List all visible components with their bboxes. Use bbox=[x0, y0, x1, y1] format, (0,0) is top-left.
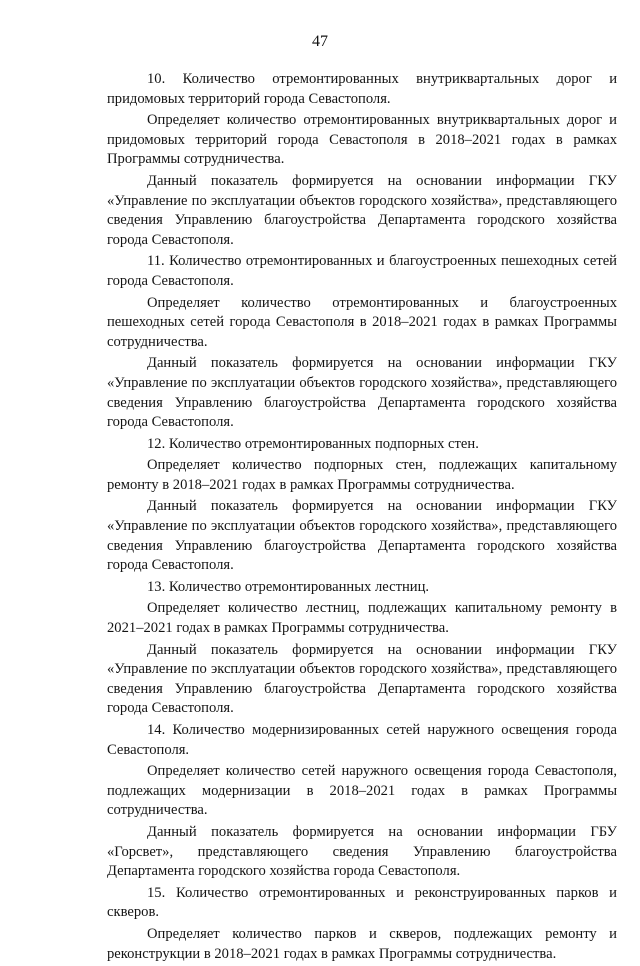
indicator-13-title: 13. Количество отремонтированных лестниц. bbox=[147, 578, 430, 595]
indicator-11-definition: Определяет количество отремонтированных и благоустроенных пешеходных сетей города Севастополя в 2018–2021 годах в рамках Программы сотрудничества. bbox=[107, 294, 617, 350]
indicator-12-title: 12. Количество отремонтированных подпорных стен. bbox=[147, 435, 479, 452]
indicator-14-title: 14. Количество модернизированных сетей наружного освещения города Севастополя. bbox=[107, 722, 617, 758]
indicator-13-definition: Определяет количество лестниц, подлежащих капитальному ремонту в 2021–2021 годах в рамках Программы сотрудничества. bbox=[107, 600, 617, 637]
indicator-15-definition: Определяет количество парков и скверов, подлежащих ремонту и реконструкции в 2018–2021 годах в рамках Программы сотрудничества. bbox=[107, 925, 617, 962]
indicator-10-title: 10. Количество отремонтированных внутриквартальных дорог и придомовых территорий города Севастополя. bbox=[107, 71, 617, 107]
indicator-12-source: Данный показатель формируется на основании информации ГКУ «Управление по эксплуатации объектов городского хозяйства», представляющего сведения Управлению благоустройства Департамента городского хозяйства города Севастополя. bbox=[107, 498, 617, 574]
indicator-10-source: Данный показатель формируется на основании информации ГКУ «Управление по эксплуатации объектов городского хозяйства», представляющего сведения Управлению благоустройства Департамента городского хозяйства города Севастополя. bbox=[107, 172, 617, 248]
indicator-14-source: Данный показатель формируется на основании информации ГБУ «Горсвет», представляющего сведения Управлению благоустройства Департамента городского хозяйства города Севастополя. bbox=[107, 823, 617, 880]
indicator-11-source: Данный показатель формируется на основании информации ГКУ «Управление по эксплуатации объектов городского хозяйства», представляющего сведения Управлению благоустройства Департамента городского хозяйства города Севастополя. bbox=[107, 355, 617, 431]
indicator-14-definition: Определяет количество сетей наружного освещения города Севастополя, подлежащих модернизации в 2018–2021 годах в рамках Программы сотрудничества. bbox=[107, 763, 617, 819]
indicator-10-definition: Определяет количество отремонтированных внутриквартальных дорог и придомовых территорий города Севастополя в 2018–2021 годах в рамках Программы сотрудничества. bbox=[107, 112, 617, 168]
indicator-13-source: Данный показатель формируется на основании информации ГКУ «Управление по эксплуатации объектов городского хозяйства», представляющего сведения Управлению благоустройства Департамента городского хозяйства города Севастополя. bbox=[107, 641, 617, 717]
indicator-11-title: 11. Количество отремонтированных и благоустроенных пешеходных сетей города Севастополя. bbox=[107, 253, 617, 289]
page-number: 47 bbox=[312, 33, 328, 50]
indicator-15-title: 15. Количество отремонтированных и реконструированных парков и скверов. bbox=[107, 884, 617, 921]
indicator-12-definition: Определяет количество подпорных стен, подлежащих капитальному ремонту в 2018–2021 годах в рамках Программы сотрудничества. bbox=[107, 457, 617, 493]
document-body bbox=[107, 70, 617, 966]
